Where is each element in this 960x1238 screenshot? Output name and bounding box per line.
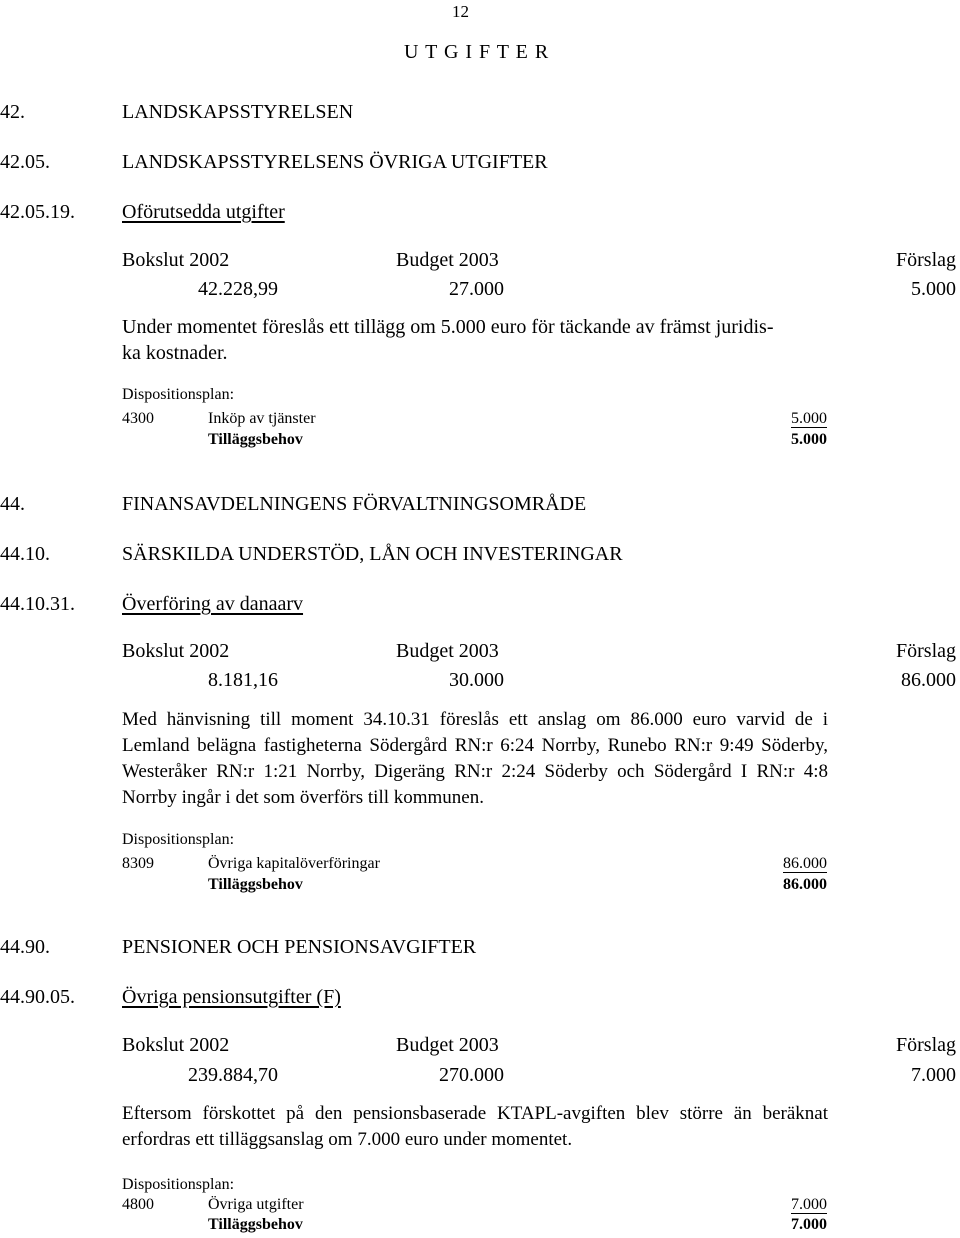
section-title: PENSIONER OCH PENSIONSAVGIFTER [122, 936, 477, 958]
motivation-text-line1: Under momentet föreslås ett tillägg om 5.000 euro för täckande av främst juridis- [122, 316, 774, 338]
col-forslag-label: Förslag [896, 249, 956, 271]
value-bokslut: 42.228,99 [198, 278, 278, 300]
plan-label: Dispositionsplan: [122, 386, 235, 403]
total-label: Tilläggsbehov [208, 1216, 303, 1233]
moment-number: 42.05.19. [0, 201, 75, 223]
motivation-text-line2: ka kostnader. [122, 342, 228, 364]
section-title: SÄRSKILDA UNDERSTÖD, LÅN OCH INVESTERINGAR [122, 543, 623, 565]
total-amount: 7.000 [791, 1216, 827, 1233]
col-budget-label: Budget 2003 [396, 249, 499, 271]
page-number: 12 [452, 2, 469, 21]
plan-item: Övriga utgifter [208, 1196, 304, 1213]
value-forslag: 7.000 [911, 1064, 956, 1086]
value-bokslut: 239.884,70 [188, 1064, 278, 1086]
value-budget: 30.000 [449, 669, 504, 691]
motivation-text: Med hänvisning till moment 34.10.31 föreslås ett anslag om 86.000 euro varvid de i Lemland belägna fastigheterna Södergård RN:r 6:24 Norrby, Runebo RN:r 9:49 Söderby, Westeråker RN:r 1:21 Norrby, Digeräng RN:r 2:24 Söderby och Södergård I RN:r 4:8 Norrby ingår i det som överförs till kommunen. [122, 709, 828, 808]
plan-amount: 7.000 [791, 1196, 827, 1213]
total-amount: 5.000 [791, 431, 827, 448]
section-number: 44. [0, 493, 25, 515]
section-title: LANDSKAPSSTYRELSEN [122, 101, 354, 123]
total-label: Tilläggsbehov [208, 876, 303, 893]
value-bokslut: 8.181,16 [208, 669, 278, 691]
section-number: 44.90. [0, 936, 50, 958]
total-amount: 86.000 [783, 876, 827, 893]
motivation-text: Eftersom förskottet på den pensionsbaserade KTAPL-avgiften blev större än beräknat erfordras ett tilläggsanslag om 7.000 euro under momentet. [122, 1103, 828, 1150]
section-title: FINANSAVDELNINGENS FÖRVALTNINGSOMRÅDE [122, 493, 587, 515]
section-number: 44.10. [0, 543, 50, 565]
plan-code: 4800 [122, 1196, 154, 1213]
moment-number: 44.90.05. [0, 986, 75, 1008]
moment-title: Överföring av danaarv [122, 593, 304, 615]
plan-amount: 86.000 [783, 855, 827, 872]
plan-code: 8309 [122, 855, 154, 872]
plan-label: Dispositionsplan: [122, 1176, 235, 1193]
section-number: 42.05. [0, 151, 50, 173]
col-budget-label: Budget 2003 [396, 1034, 499, 1056]
plan-code: 4300 [122, 410, 154, 427]
value-forslag: 86.000 [901, 669, 956, 691]
col-bokslut-label: Bokslut 2002 [122, 1034, 230, 1056]
moment-title: Övriga pensionsutgifter (F) [122, 986, 341, 1008]
value-forslag: 5.000 [911, 278, 956, 300]
total-label: Tilläggsbehov [208, 431, 303, 448]
col-budget-label: Budget 2003 [396, 640, 499, 662]
moment-number: 44.10.31. [0, 593, 75, 615]
col-forslag-label: Förslag [896, 1034, 956, 1056]
plan-item: Övriga kapitalöverföringar [208, 855, 380, 872]
value-budget: 270.000 [439, 1064, 504, 1086]
col-bokslut-label: Bokslut 2002 [122, 640, 230, 662]
value-budget: 27.000 [449, 278, 504, 300]
section-title: LANDSKAPSSTYRELSENS ÖVRIGA UTGIFTER [122, 151, 548, 173]
col-forslag-label: Förslag [896, 640, 956, 662]
plan-label: Dispositionsplan: [122, 831, 235, 848]
section-number: 42. [0, 101, 25, 123]
page-heading: U T G I F T E R [404, 41, 550, 63]
plan-item: Inköp av tjänster [208, 410, 316, 427]
moment-title: Oförutsedda utgifter [122, 201, 285, 223]
plan-amount: 5.000 [791, 410, 827, 427]
col-bokslut-label: Bokslut 2002 [122, 249, 230, 271]
